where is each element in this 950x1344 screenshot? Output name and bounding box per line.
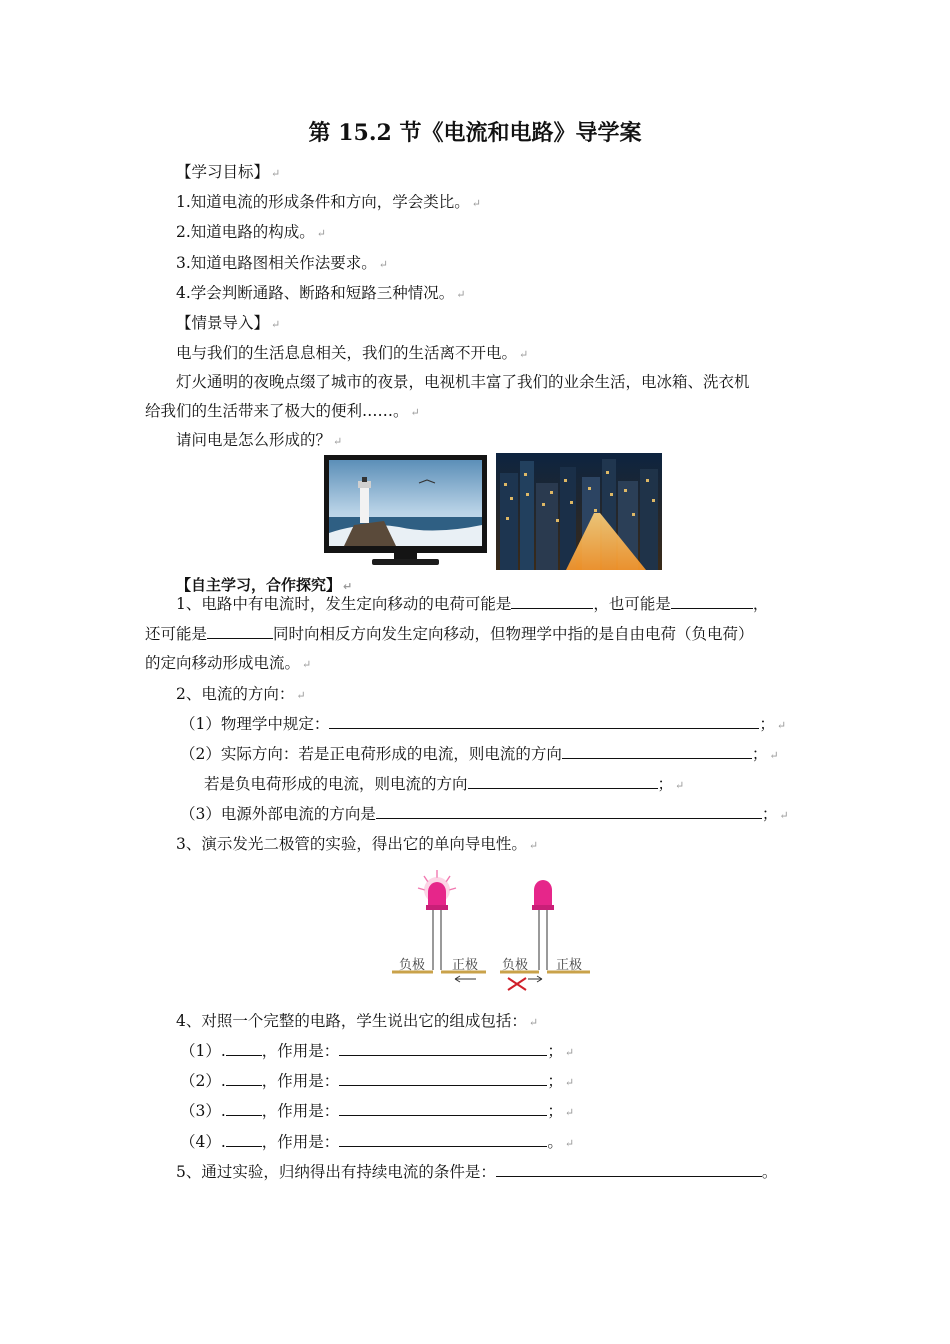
question-2-3: （3）电源外部电流的方向是 ； ↵ — [180, 805, 789, 823]
question-2: 2、电流的方向： ↵ — [176, 685, 306, 703]
answer-blank[interactable] — [329, 714, 759, 729]
question-5: 5、通过实验，归纳得出有持续电流的条件是： 。 — [176, 1163, 778, 1181]
intro-paragraph-2a: 灯火通明的夜晚点缀了城市的夜景，电视机丰富了我们的业余生活，电冰箱、洗衣机 — [176, 373, 750, 391]
question-1-line-b: 还可能是 同时向相反方向发生定向移动，但物理学中指的是自由电荷（负电荷） — [145, 625, 754, 643]
question-1-line-a: 1、电路中有电流时，发生定向移动的电荷可能是 ，也可能是 ， — [176, 595, 769, 613]
led-negative-label-left: 负极 — [399, 958, 426, 973]
answer-blank[interactable] — [226, 1101, 262, 1116]
led-diode-figure — [390, 868, 600, 996]
intro-heading: 【情景导入】 ↵ — [176, 314, 281, 332]
goal-item-2: 2.知道电路的构成。 ↵ — [176, 223, 327, 241]
answer-blank[interactable] — [226, 1041, 262, 1056]
city-night-picture — [496, 453, 662, 570]
goal-item-3: 3.知道电路图相关作法要求。 ↵ — [176, 254, 389, 272]
explore-heading: 【自主学习，合作探究】 ↵ — [176, 576, 353, 594]
component-item-1: （1）. ，作用是： ； ↵ — [180, 1042, 575, 1060]
question-2-2: （2）实际方向：若是正电荷形成的电流，则电流的方向 ； ↵ — [180, 745, 779, 763]
answer-blank[interactable] — [207, 624, 273, 639]
goals-heading: 【学习目标】 ↵ — [176, 163, 281, 181]
answer-blank[interactable] — [468, 774, 658, 789]
answer-blank[interactable] — [496, 1162, 762, 1177]
goal-item-4: 4.学会判断通路、断路和短路三种情况。 ↵ — [176, 284, 466, 302]
led-positive-label-left: 正极 — [452, 958, 479, 973]
answer-blank[interactable] — [511, 594, 593, 609]
intro-question: 请问电是怎么形成的？ ↵ — [176, 431, 343, 449]
answer-blank[interactable] — [339, 1132, 547, 1147]
intro-paragraph-2b: 给我们的生活带来了极大的便利……。 ↵ — [145, 402, 420, 420]
question-2-2b: 若是负电荷形成的电流，则电流的方向 ； ↵ — [204, 775, 685, 793]
component-item-2: （2）. ，作用是： ； ↵ — [180, 1072, 575, 1090]
question-3: 3、演示发光二极管的实验，得出它的单向导电性。 ↵ — [176, 835, 539, 853]
answer-blank[interactable] — [339, 1071, 547, 1086]
intro-paragraph-1: 电与我们的生活息息相关，我们的生活离不开电。 ↵ — [176, 344, 529, 362]
answer-blank[interactable] — [562, 744, 752, 759]
answer-blank[interactable] — [376, 804, 762, 819]
component-item-3: （3）. ，作用是： ； ↵ — [180, 1102, 575, 1120]
answer-blank[interactable] — [339, 1041, 547, 1056]
goal-item-1: 1.知道电流的形成条件和方向，学会类比。 ↵ — [176, 193, 482, 211]
answer-blank[interactable] — [226, 1132, 262, 1147]
answer-blank[interactable] — [671, 594, 753, 609]
answer-blank[interactable] — [226, 1071, 262, 1086]
component-item-4: （4）. ，作用是： 。 ↵ — [180, 1133, 575, 1151]
question-2-1: （1）物理学中规定： ； ↵ — [180, 715, 787, 733]
document-title: 第 15.2 节《电流和电路》导学案 — [308, 120, 642, 146]
led-positive-label-right: 正极 — [556, 958, 583, 973]
question-4: 4、对照一个完整的电路，学生说出它的组成包括： ↵ — [176, 1012, 539, 1030]
tv-picture — [324, 455, 487, 567]
led-negative-label-right: 负极 — [502, 958, 529, 973]
answer-blank[interactable] — [339, 1101, 547, 1116]
question-1-line-c: 的定向移动形成电流。 ↵ — [145, 654, 312, 672]
